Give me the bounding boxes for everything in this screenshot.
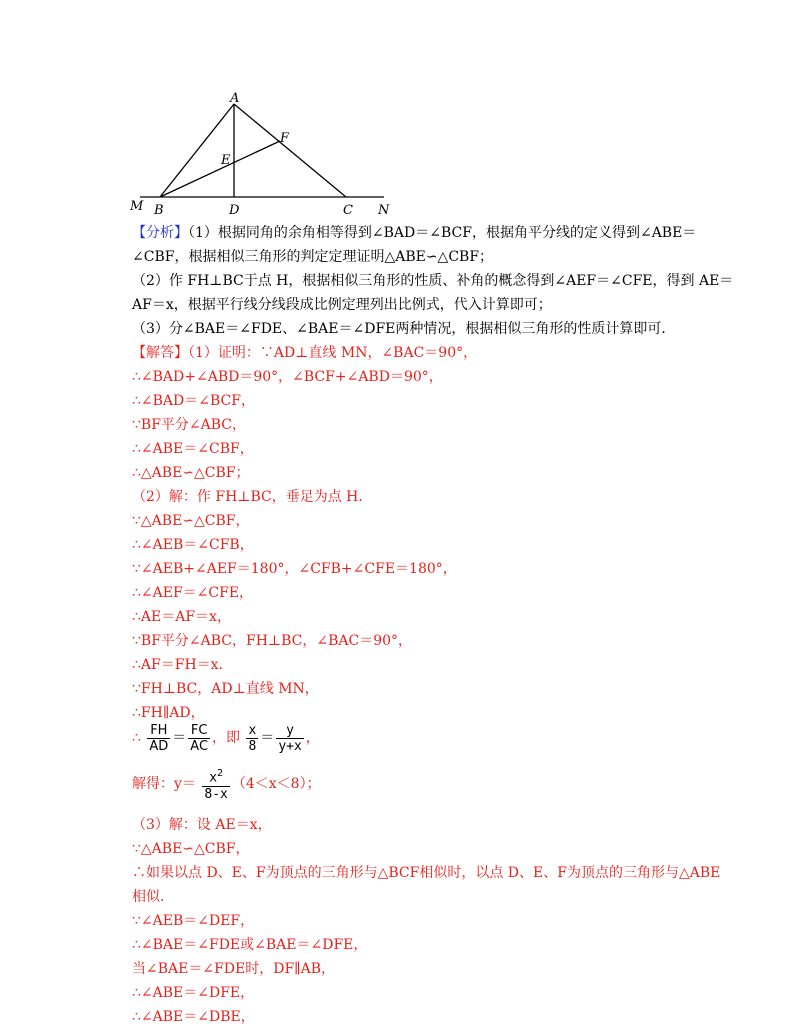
label-N: N bbox=[378, 203, 390, 218]
solution-line-24: ∴∠BAE＝∠FDE或∠BAE＝∠DFE， bbox=[132, 937, 368, 953]
segment-AB bbox=[160, 104, 234, 197]
solution-line-1: 【解答】（1）证明：∵AD⊥直线 MN，∠BAC＝90°， bbox=[132, 345, 478, 361]
solution-line-5: ∴∠ABE＝∠CBF， bbox=[132, 441, 254, 457]
solution-line-8: ∵△ABE∽△CBF， bbox=[132, 513, 250, 529]
geometry-diagram bbox=[128, 88, 418, 218]
solution-line-3: ∴∠BAD＝∠BCF， bbox=[132, 393, 255, 409]
fraction-x2-8minusx: $\frac{x^2}{8-x}$ bbox=[204, 768, 228, 802]
solution-line-2: ∴∠BAD+∠ABD＝90°，∠BCF+∠ABD＝90°， bbox=[132, 369, 443, 385]
fraction-x-8: $\frac{x}{8}$ bbox=[248, 722, 257, 754]
label-A: A bbox=[230, 91, 240, 106]
label-B: B bbox=[154, 203, 164, 218]
fraction-y-yplusx: $\frac{y}{y+x}$ bbox=[278, 722, 302, 754]
analysis-line-4: AF＝x，根据平行线分线段成比例定理列出比例式，代入计算即可； bbox=[132, 297, 552, 313]
solved-y-equation: 解得：y＝ $\frac{x^2}{8-x}$ （4＜x＜8）； bbox=[132, 768, 321, 802]
solution-line-25: 当∠BAE＝∠FDE时，DF∥AB， bbox=[132, 961, 336, 977]
analysis-line-3: （2）作 FH⊥BC于点 H，根据相似三角形的性质、补角的概念得到∠AEF＝∠CFE，得到 AE＝ bbox=[132, 273, 734, 289]
solution-line-23: ∵∠AEB＝∠DEF， bbox=[132, 913, 255, 929]
solution-line-12: ∴AE＝AF＝x， bbox=[132, 609, 231, 625]
analysis-line-1: 【分析】（1）根据同角的余角相等得到∠BAD＝∠BCF，根据角平分线的定义得到∠ABE＝ bbox=[132, 225, 697, 241]
analysis-tag: 【分析】 bbox=[132, 225, 188, 241]
solution-line-15: ∵FH⊥BC，AD⊥直线 MN， bbox=[132, 681, 319, 697]
label-F: F bbox=[280, 131, 290, 146]
solution-line-22: 相似． bbox=[132, 889, 174, 905]
solution-line-26: ∴∠ABE＝∠DFE， bbox=[132, 985, 255, 1001]
solution-line-7: （2）解：作 FH⊥BC，垂足为点 H． bbox=[132, 489, 373, 505]
solution-line-6: ∴△ABE∽△CBF； bbox=[132, 465, 250, 481]
label-D: D bbox=[229, 203, 240, 218]
analysis-line-2: ∠CBF，根据相似三角形的判定定理证明△ABE∽△CBF； bbox=[132, 249, 494, 265]
solution-tag: 【解答】 bbox=[132, 345, 188, 361]
solution-line-4: ∵BF平分∠ABC， bbox=[132, 417, 247, 433]
label-E: E bbox=[221, 153, 231, 168]
segment-BF bbox=[160, 141, 280, 197]
solution-line-16: ∴FH∥AD， bbox=[132, 705, 205, 721]
solution-line-21: ∴如果以点 D、E、F为顶点的三角形与△BCF相似时，以点 D、E、F为顶点的三角形与△ABE bbox=[132, 865, 721, 881]
fraction-fh-ad: $\frac{FH}{AD}$ bbox=[149, 722, 169, 754]
analysis-line-5: （3）分∠BAE＝∠FDE、∠BAE＝∠DFE两种情况，根据相似三角形的性质计算即可． bbox=[132, 321, 676, 337]
solution-line-11: ∴∠AEF＝∠CFE， bbox=[132, 585, 254, 601]
solution-line-27: ∴∠ABE＝∠DBE， bbox=[132, 1009, 255, 1025]
segment-AC bbox=[234, 104, 346, 197]
fraction-fc-ac: $\frac{FC}{AC}$ bbox=[190, 722, 209, 754]
solution-line-19: （3）解：设 AE＝x， bbox=[132, 817, 272, 833]
label-M: M bbox=[130, 199, 144, 214]
proportion-equation: ∴ $\frac{FH}{AD}$ ＝ $\frac{FC}{AC}$ ，即 $\frac{x}{8}$ ＝ $\frac{y}{y+x}$ ， bbox=[132, 722, 320, 754]
solution-line-13: ∵BF平分∠ABC，FH⊥BC，∠BAC＝90°， bbox=[132, 633, 413, 649]
solution-line-20: ∵△ABE∽△CBF， bbox=[132, 841, 250, 857]
label-C: C bbox=[343, 203, 353, 218]
solution-line-14: ∴AF＝FH＝x． bbox=[132, 657, 233, 673]
solution-line-9: ∴∠AEB＝∠CFB， bbox=[132, 537, 254, 553]
solution-line-10: ∵∠AEB+∠AEF＝180°，∠CFB+∠CFE＝180°， bbox=[132, 561, 457, 577]
